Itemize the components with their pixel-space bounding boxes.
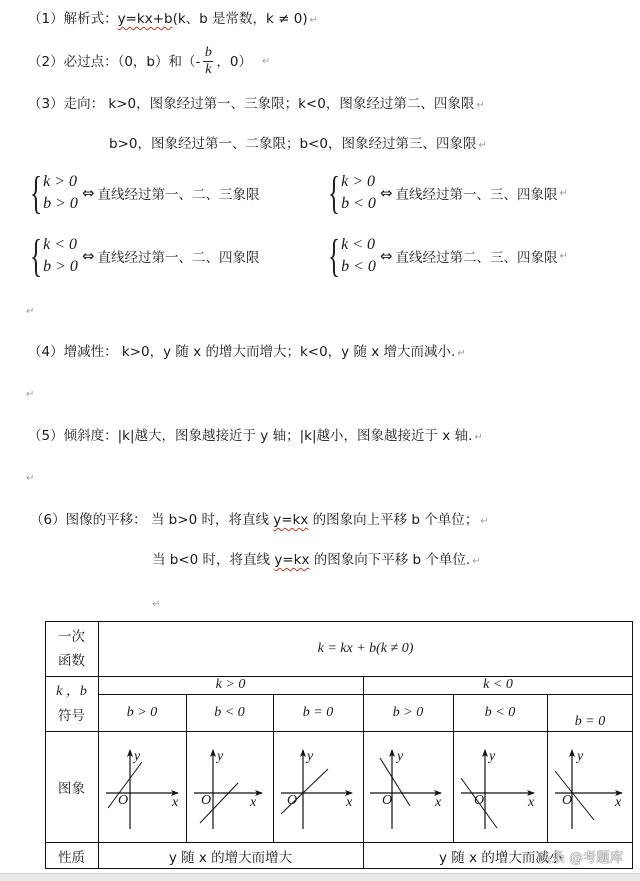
origin-label: O bbox=[287, 793, 298, 808]
item-4-monotonicity bbox=[28, 343, 466, 363]
item-label: （5）倾斜度： bbox=[28, 428, 118, 444]
case-b-zero: b = 0 bbox=[574, 714, 606, 729]
row-label-graph: 图象 bbox=[58, 780, 85, 797]
fraction-denominator: k bbox=[205, 62, 212, 77]
case-description: 直线经过第一、二、四象限 bbox=[97, 250, 260, 266]
axis-label-y: y bbox=[307, 749, 314, 764]
item-label: （2）必过点：（0，b）和（- bbox=[28, 53, 201, 70]
item-label: （3）走向： bbox=[28, 96, 105, 112]
paragraph-mark-icon: ↵ bbox=[559, 250, 568, 262]
paragraph-mark-icon: ↵ bbox=[309, 15, 318, 26]
paragraph-mark-icon: ↵ bbox=[480, 516, 489, 527]
case-k-pos-b-pos bbox=[25, 167, 260, 218]
case-k-neg-b-neg bbox=[323, 230, 568, 281]
conditions bbox=[341, 171, 376, 215]
brace-icon: { bbox=[327, 230, 341, 281]
fraction-numerator: b bbox=[204, 45, 212, 60]
label-line: 符号 bbox=[58, 707, 85, 724]
label-line: 函数 bbox=[58, 652, 85, 669]
fraction-b-over-k bbox=[203, 45, 213, 78]
item-text-tail: 的图象向下平移 b 个单位. bbox=[309, 552, 471, 568]
case-b-zero: b = 0 bbox=[302, 704, 334, 720]
case-k-pos-b-neg bbox=[323, 167, 568, 218]
row-label-sign bbox=[45, 676, 98, 731]
equivalence-arrow-icon: ⇔ bbox=[379, 247, 393, 265]
conditions bbox=[341, 234, 376, 278]
condition-b: b > 0 bbox=[43, 258, 78, 275]
paragraph-mark-icon: ↵ bbox=[472, 556, 481, 567]
brace-icon: { bbox=[29, 230, 43, 281]
item-text: 当 b>0 时，将直线 bbox=[150, 512, 274, 528]
item-3-direction-k bbox=[28, 95, 485, 115]
property-increasing: y 随 x 的增大而增大 bbox=[168, 849, 293, 866]
axis-label-x: x bbox=[172, 795, 179, 810]
paragraph-mark-icon: ↵ bbox=[261, 55, 271, 67]
group-k-negative: k < 0 bbox=[483, 677, 513, 692]
axis-label-x: x bbox=[435, 795, 442, 810]
paragraph-mark-icon: ↵ bbox=[26, 306, 35, 317]
item-text: k>0，y 随 x 的增大而增大；k<0，y 随 x 增大而减小. bbox=[121, 344, 456, 360]
item-tail: ，0） bbox=[216, 53, 252, 70]
brace-icon: { bbox=[29, 167, 43, 218]
formula-text: y=kx bbox=[274, 552, 310, 568]
case-b-negative: b < 0 bbox=[214, 704, 245, 720]
label-line: k ，b bbox=[56, 683, 87, 699]
property-decreasing: y 随 x 的增大而减小 bbox=[439, 849, 563, 866]
paragraph-mark-icon: ↵ bbox=[474, 432, 483, 443]
origin-label: O bbox=[382, 793, 393, 808]
origin-label: O bbox=[562, 793, 573, 808]
axis-label-x: x bbox=[528, 795, 535, 810]
item-3-direction-b bbox=[109, 135, 487, 155]
row-label-property: 性质 bbox=[58, 849, 85, 866]
condition-k: k < 0 bbox=[341, 236, 375, 253]
case-b-negative: b < 0 bbox=[484, 704, 516, 720]
case-b-positive: b > 0 bbox=[126, 704, 158, 720]
equivalence-arrow-icon: ⇔ bbox=[81, 184, 95, 202]
table-rule bbox=[45, 731, 633, 732]
item-5-steepness bbox=[28, 427, 483, 447]
paragraph-mark-icon: ↵ bbox=[152, 599, 161, 610]
equivalence-arrow-icon: ⇔ bbox=[81, 247, 95, 265]
item-text-tail: 的图象向上平移 b 个单位； bbox=[308, 512, 479, 528]
formula-text: y=kx+b bbox=[117, 11, 173, 27]
condition-b: b < 0 bbox=[341, 195, 376, 212]
axis-label-y: y bbox=[217, 749, 224, 764]
row-label-function bbox=[45, 621, 98, 676]
item-1-analytic-formula bbox=[28, 10, 318, 30]
item-6-translation-down bbox=[152, 551, 481, 571]
axis-label-x: x bbox=[615, 795, 622, 810]
item-text: b>0，图象经过第一、二象限；b<0，图象经过第三、四象限 bbox=[109, 136, 477, 152]
conditions bbox=[43, 234, 78, 278]
case-b-positive: b > 0 bbox=[392, 704, 424, 720]
function-formula: k = kx + b(k ≠ 0) bbox=[317, 640, 414, 656]
condition-b: b < 0 bbox=[341, 258, 376, 275]
paragraph-mark-icon: ↵ bbox=[478, 140, 487, 151]
origin-label: O bbox=[474, 793, 485, 808]
label-line: 一次 bbox=[58, 628, 85, 645]
case-description: 直线经过第二、三、四象限 bbox=[395, 250, 558, 266]
axis-label-y: y bbox=[397, 749, 404, 764]
origin-label: O bbox=[118, 793, 129, 808]
item-2-fixed-points bbox=[28, 45, 270, 78]
condition-k: k > 0 bbox=[341, 173, 375, 190]
formula-tail: (k、b 是常数，k ≠ 0) bbox=[172, 11, 308, 27]
item-text: k>0，图象经过第一、三象限；k<0，图象经过第二、四象限 bbox=[108, 96, 475, 112]
axis-label-y: y bbox=[134, 749, 141, 764]
condition-k: k < 0 bbox=[43, 236, 77, 253]
paragraph-mark-icon: ↵ bbox=[476, 100, 485, 111]
item-text: |k|越大，图象越接近于 y 轴；|k|越小，图象越接近于 x 轴. bbox=[117, 428, 473, 444]
axis-label-x: x bbox=[250, 795, 257, 810]
paragraph-mark-icon: ↵ bbox=[457, 348, 466, 359]
equivalence-arrow-icon: ⇔ bbox=[379, 184, 393, 202]
item-6-translation-up bbox=[30, 511, 489, 531]
axis-label-y: y bbox=[489, 749, 496, 764]
item-label: （4）增减性： bbox=[28, 344, 118, 360]
group-k-positive: k > 0 bbox=[215, 677, 246, 692]
paragraph-mark-icon: ↵ bbox=[559, 187, 568, 199]
paragraph-mark-icon: ↵ bbox=[26, 473, 35, 484]
axis-label-x: x bbox=[346, 795, 353, 810]
condition-k: k > 0 bbox=[43, 173, 77, 190]
item-label: （1）解析式： bbox=[28, 11, 118, 27]
case-description: 直线经过第一、三、四象限 bbox=[395, 187, 558, 203]
case-description: 直线经过第一、二、三象限 bbox=[97, 187, 260, 203]
paragraph-mark-icon: ↵ bbox=[26, 389, 35, 400]
formula-text: y=kx bbox=[273, 512, 309, 528]
axis-label-y: y bbox=[577, 749, 584, 764]
item-text: 当 b<0 时，将直线 bbox=[152, 552, 275, 568]
conditions bbox=[43, 171, 78, 215]
watermark: 头条 @考题库 bbox=[538, 850, 624, 866]
item-label: （6）图像的平移： bbox=[30, 512, 147, 528]
condition-b: b > 0 bbox=[43, 195, 78, 212]
case-k-neg-b-pos bbox=[25, 230, 260, 281]
brace-icon: { bbox=[327, 167, 341, 218]
origin-label: O bbox=[201, 793, 212, 808]
